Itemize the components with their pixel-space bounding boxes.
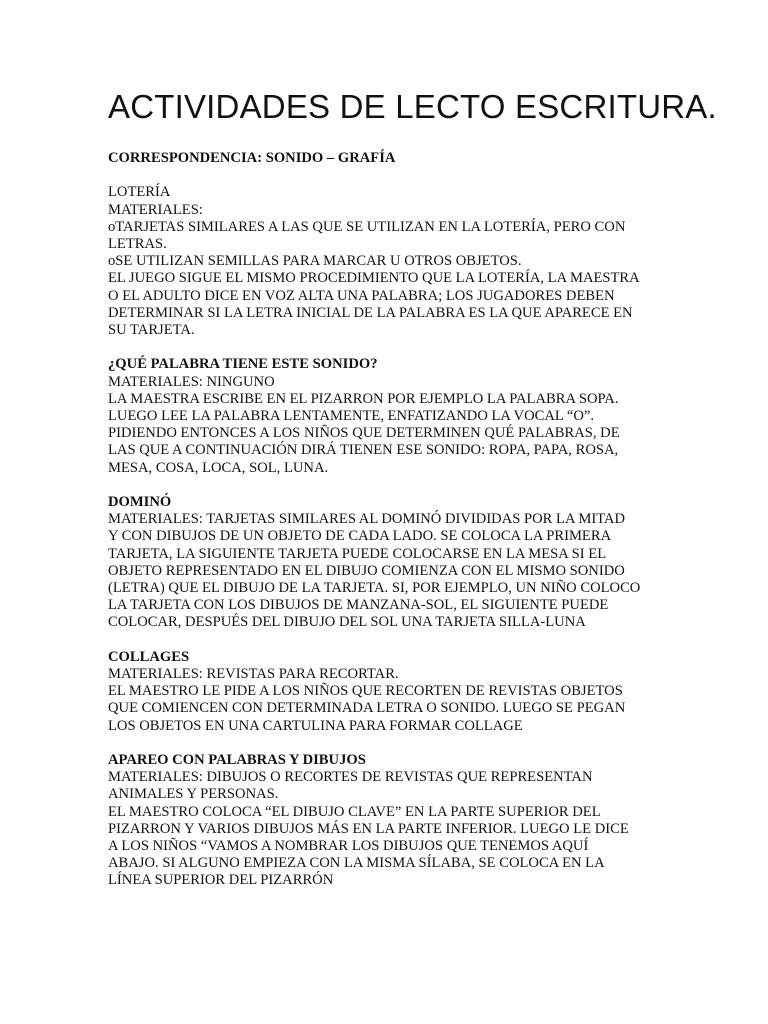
section-text-line: TARJETA, LA SIGUIENTE TARJETA PUEDE COLOCARSE EN LA MESA SI EL (108, 545, 607, 562)
section-text-line: MATERIALES: TARJETAS SIMILARES AL DOMINÓ DIVIDIDAS POR LA MITAD (108, 511, 626, 528)
section-text-line: O EL ADULTO DICE EN VOZ ALTA UNA PALABRA; LOS JUGADORES DEBEN (108, 287, 615, 304)
section-text-line: ABAJO. SI ALGUNO EMPIEZA CON LA MISMA SÍLABA, SE COLOCA EN LA (108, 855, 605, 872)
intro-heading: CORRESPONDENCIA: SONIDO – GRAFÍA (108, 150, 396, 166)
section-text-line: ANIMALES Y PERSONAS. (108, 786, 279, 803)
section-text-line: LETRAS. (108, 236, 167, 252)
section-text-line: EL MAESTRO LE PIDE A LOS NIÑOS QUE RECORTEN DE REVISTAS OBJETOS (108, 683, 623, 700)
section-text-line: LA TARJETA CON LOS DIBUJOS DE MANZANA-SOL, EL SIGUIENTE PUEDE (108, 597, 609, 614)
section-text-line: LÍNEA SUPERIOR DEL PIZARRÓN (108, 872, 334, 889)
section-text-line: MATERIALES: REVISTAS PARA RECORTAR. (108, 666, 399, 683)
document-body (108, 150, 668, 890)
section-spacer (108, 477, 668, 494)
section-heading: APAREO CON PALABRAS Y DIBUJOS (108, 752, 366, 769)
section-text-line: MATERIALES: (108, 201, 203, 218)
section-text-line: EL JUEGO SIGUE EL MISMO PROCEDIMIENTO QUE LA LOTERÍA, LA MAESTRA (108, 270, 640, 287)
section-text-line: LOS OBJETOS EN UNA CARTULINA PARA FORMAR COLLAGE (108, 717, 523, 734)
section-heading: DOMINÓ (108, 494, 172, 511)
section-text-line: SU TARJETA. (108, 322, 195, 339)
section-text-line: QUE COMIENCEN CON DETERMINADA LETRA O SONIDO. LUEGO SE PEGAN (108, 700, 626, 717)
section-text-line: COLOCAR, DESPUÉS DEL DIBUJO DEL SOL UNA TARJETA SILLA-LUNA (108, 614, 586, 631)
section-text-line: oSE UTILIZAN SEMILLAS PARA MARCAR U OTROS OBJETOS. (108, 253, 522, 270)
section-text-line: LUEGO LEE LA PALABRA LENTAMENTE, ENFATIZANDO LA VOCAL “O”. (108, 408, 595, 425)
section-text-line: MESA, COSA, LOCA, SOL, LUNA. (108, 459, 329, 476)
section-heading: COLLAGES (108, 648, 190, 665)
section-text-line: LAS QUE A CONTINUACIÓN DIRÁ TIENEN ESE SONIDO: ROPA, PAPA, ROSA, (108, 442, 619, 459)
section-spacer (108, 735, 668, 752)
section-spacer (108, 167, 668, 184)
section-text-line: EL MAESTRO COLOCA “EL DIBUJO CLAVE” EN LA PARTE SUPERIOR DEL (108, 803, 601, 820)
section-text-line: Y CON DIBUJOS DE UN OBJETO DE CADA LADO. SE COLOCA LA PRIMERA (108, 528, 612, 545)
section-text-line: PIDIENDO ENTONCES A LOS NIÑOS QUE DETERMINEN QUÉ PALABRAS, DE (108, 425, 620, 442)
page-title: ACTIVIDADES DE LECTO ESCRITURA. (108, 88, 717, 125)
section-text-line: (LETRA) QUE EL DIBUJO DE LA TARJETA. SI, POR EJEMPLO, UN NIÑO COLOCO (108, 580, 641, 597)
section-text-line: LA MAESTRA ESCRIBE EN EL PIZARRON POR EJEMPLO LA PALABRA SOPA. (108, 390, 619, 407)
section-heading: LOTERÍA (108, 184, 171, 201)
section-heading: ¿QUÉ PALABRA TIENE ESTE SONIDO? (108, 356, 378, 373)
section-text-line: OBJETO REPRESENTADO EN EL DIBUJO COMIENZA CON EL MISMO SONIDO (108, 562, 625, 579)
section-text-line: PIZARRON Y VARIOS DIBUJOS MÁS EN LA PARTE INFERIOR. LUEGO LE DICE (108, 820, 629, 837)
section-text-line: oTARJETAS SIMILARES A LAS QUE SE UTILIZAN EN LA LOTERÍA, PERO CON (108, 218, 626, 235)
section-spacer (108, 632, 668, 649)
section-text-line: MATERIALES: DIBUJOS O RECORTES DE REVISTAS QUE REPRESENTAN (108, 769, 593, 786)
section-text-line: MATERIALES: NINGUNO (108, 373, 275, 390)
section-text-line: A LOS NIÑOS “VAMOS A NOMBRAR LOS DIBUJOS QUE TENEMOS AQUÍ (108, 838, 589, 855)
section-text-line: DETERMINAR SI LA LETRA INICIAL DE LA PALABRA ES LA QUE APARECE EN (108, 304, 633, 321)
section-spacer (108, 339, 668, 356)
